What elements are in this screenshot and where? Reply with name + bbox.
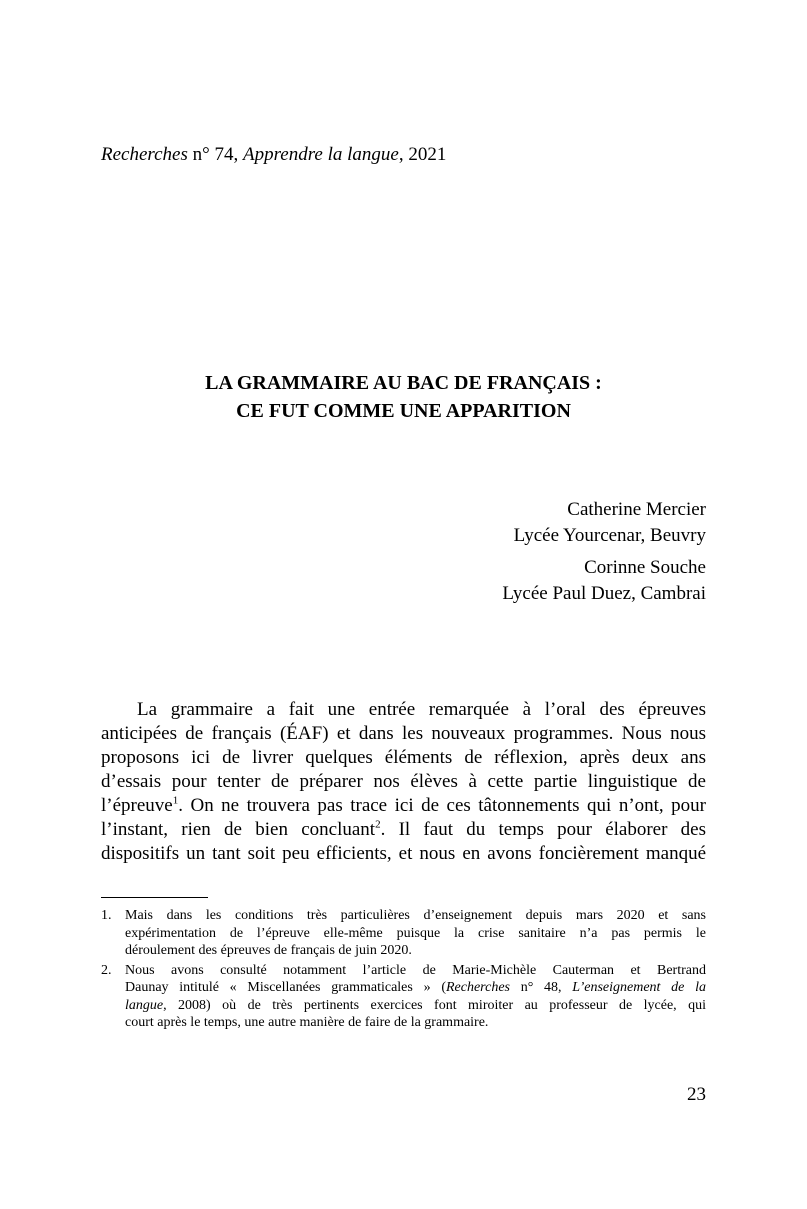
body-line (101, 794, 706, 818)
body-paragraph (101, 698, 706, 866)
running-header (101, 144, 446, 166)
footnotes (101, 907, 706, 1034)
footnote-line (125, 997, 706, 1015)
body-line: d’essais pour tenter de préparer nos élèves à cette partie linguistique de (101, 771, 706, 792)
cited-journal: Recherches (445, 980, 510, 995)
footnote-separator (101, 897, 208, 898)
issue-year: , 2021 (398, 144, 447, 165)
footnote-line: Mais dans les conditions très particulières d’enseignement depuis mars 2020 et sans (125, 908, 706, 923)
article-title-line-2: CE FUT COMME UNE APPARITION (236, 400, 571, 422)
author-block (306, 497, 706, 613)
author-1 (306, 497, 706, 549)
footnote-number: 1. (101, 908, 112, 923)
footnote-1 (101, 907, 706, 960)
cited-title: langue (125, 997, 164, 1013)
footnote-2 (101, 962, 706, 1032)
footnote-ref-2[interactable]: 2 (375, 818, 381, 831)
cited-title: L’enseignement de la (572, 980, 706, 995)
author-affiliation: Lycée Paul Duez, Cambrai (502, 583, 706, 604)
footnote-line: déroulement des épreuves de français de juin 2020. (125, 943, 412, 958)
footnote-text-segment: n° 48, (509, 980, 573, 995)
body-text-segment: l’instant, rien de bien concluant (101, 819, 376, 840)
journal-name: Recherches (101, 144, 188, 165)
author-affiliation: Lycée Yourcenar, Beuvry (513, 525, 706, 546)
footnote-line: expérimentation de l’épreuve elle-même puisque la crise sanitaire n’a pas permis le (125, 925, 706, 941)
footnote-ref-1[interactable]: 1 (172, 794, 179, 807)
body-text-segment: . Il faut du temps pour élaborer des (380, 819, 706, 840)
body-line: anticipées de français (ÉAF) et dans les nouveaux programmes. Nous nous (101, 723, 706, 744)
footnote-text-segment: Daunay intitulé « Miscellanées grammaticales » ( (125, 980, 446, 995)
footnote-number: 2. (101, 962, 112, 978)
footnote-line: court après le temps, une autre manière de faire de la grammaire. (125, 1015, 489, 1030)
body-line (101, 818, 706, 842)
footnote-text-segment: , 2008) où de très pertinents exercices font miroiter au professeur de lycée, qui (163, 997, 706, 1013)
body-line: La grammaire a fait une entrée remarquée à l’oral des épreuves (137, 699, 706, 720)
body-line: proposons ici de livrer quelques éléments de réflexion, après deux ans (101, 747, 706, 768)
page-number: 23 (687, 1084, 706, 1105)
author-name: Corinne Souche (584, 557, 706, 578)
footnote-line (125, 979, 706, 997)
issue-theme: Apprendre la langue (242, 144, 399, 165)
author-name: Catherine Mercier (567, 499, 706, 520)
author-2 (306, 555, 706, 607)
body-line: dispositifs un tant soit peu efficients, et nous en avons foncièrement manqué (101, 843, 706, 864)
article-title-line-1: LA GRAMMAIRE AU BAC DE FRANÇAIS : (205, 372, 602, 394)
body-text-segment: . On ne trouvera pas trace ici de ces tâtonnements qui n’ont, pour (178, 795, 706, 816)
issue-number: n° 74, (187, 144, 243, 165)
body-text-segment: l’épreuve (101, 795, 173, 816)
footnote-line: Nous avons consulté notamment l’article de Marie-Michèle Cauterman et Bertrand (125, 962, 706, 978)
